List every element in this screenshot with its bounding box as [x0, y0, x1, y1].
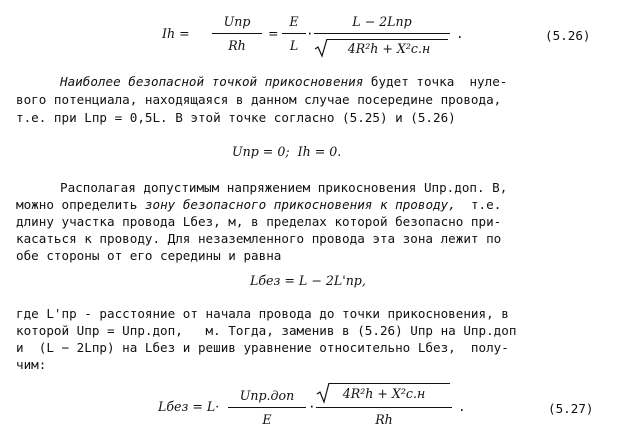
para1-line-2: вого потенциала, находящаяся в данном случае посередине провода, — [16, 92, 502, 107]
formula4-frac1-num: Uпр.доп — [239, 388, 295, 403]
formula4-dot: · — [308, 399, 316, 414]
formula1-frac3-num: L − 2Lпр — [352, 14, 412, 29]
formula4-frac2-num: 4R²h + X²с.н — [342, 386, 426, 401]
para2-line-2 — [16, 197, 501, 213]
para2-line2-a: можно определить — [16, 197, 145, 212]
formula1-dot: · — [306, 26, 314, 41]
para3-line-3: и (L − 2Lпр) на Lбез и решив уравнение относительно Lбез, полу- — [16, 340, 509, 355]
formula1-frac2-bar — [282, 33, 306, 34]
formula1-sqrt-bar — [327, 39, 448, 40]
formula4-number: (5.27) — [548, 401, 594, 416]
formula4-frac1-bar — [228, 407, 306, 408]
formula1-frac2-num: E — [289, 14, 299, 29]
para2-line-4: касаться к проводу. Для незаземленного провода эта зона лежит по — [16, 231, 502, 246]
para2-line-1: Располагая допустимым напряжением прикосновения Uпр.доп. В, — [60, 180, 508, 195]
para1-line1-rest: будет точка нуле- — [363, 74, 508, 89]
para2-line-5: обе стороны от его середины и равна — [16, 248, 282, 263]
formula4-frac2-den: Rh — [375, 412, 393, 427]
formula4-frac2-bar — [316, 407, 452, 408]
para1-italic-term: Наиболее безопасной точкой прикосновения — [60, 74, 364, 89]
formula4-sqrt-bar — [329, 383, 450, 384]
para2-italic-term: зону безопасного прикосновения к проводу, — [144, 197, 456, 212]
formula1-number: (5.26) — [545, 28, 591, 43]
formula1-frac3-den: 4R²h + X²с.н — [347, 41, 431, 56]
para2-line-3: длину участка провода Lбез, м, в пределах которой безопасно при- — [16, 214, 502, 229]
para3-line-4: чим: — [16, 357, 47, 372]
formula1-frac1-bar — [212, 33, 262, 34]
formula4-lhs: Lбез = L· — [158, 399, 220, 414]
formula1-frac3-bar — [314, 33, 450, 34]
formula1-frac1-den: Rh — [228, 38, 246, 53]
formula4-end-dot: . — [458, 399, 466, 414]
para1-line-3: т.е. при Lпр = 0,5L. В этой точке согласно (5.25) и (5.26) — [16, 110, 456, 125]
formula4-frac1-den: E — [262, 412, 272, 427]
formula1-eq: = — [268, 26, 279, 41]
formula-zero-potential: Uпр = 0; Ih = 0. — [232, 144, 342, 159]
formula1-sqrt-sign — [314, 38, 328, 58]
para1-line-1 — [60, 74, 507, 90]
formula1-frac1-num: Uпр — [223, 14, 251, 29]
formula1-end-dot: . — [456, 26, 464, 41]
formula1-lhs: Ih = — [162, 26, 190, 41]
formula-safe-zone: Lбез = L − 2L'пр, — [250, 273, 366, 288]
para3-line-2: которой Uпр = Uпр.доп, м. Тогда, заменив в (5.26) Uпр на Uпр.доп — [16, 323, 517, 338]
para2-line2-b: т.е. — [455, 197, 502, 212]
formula1-frac2-den: L — [289, 38, 299, 53]
para3-line-1: где L'пр - расстояние от начала провода до точки прикосновения, в — [16, 306, 509, 321]
